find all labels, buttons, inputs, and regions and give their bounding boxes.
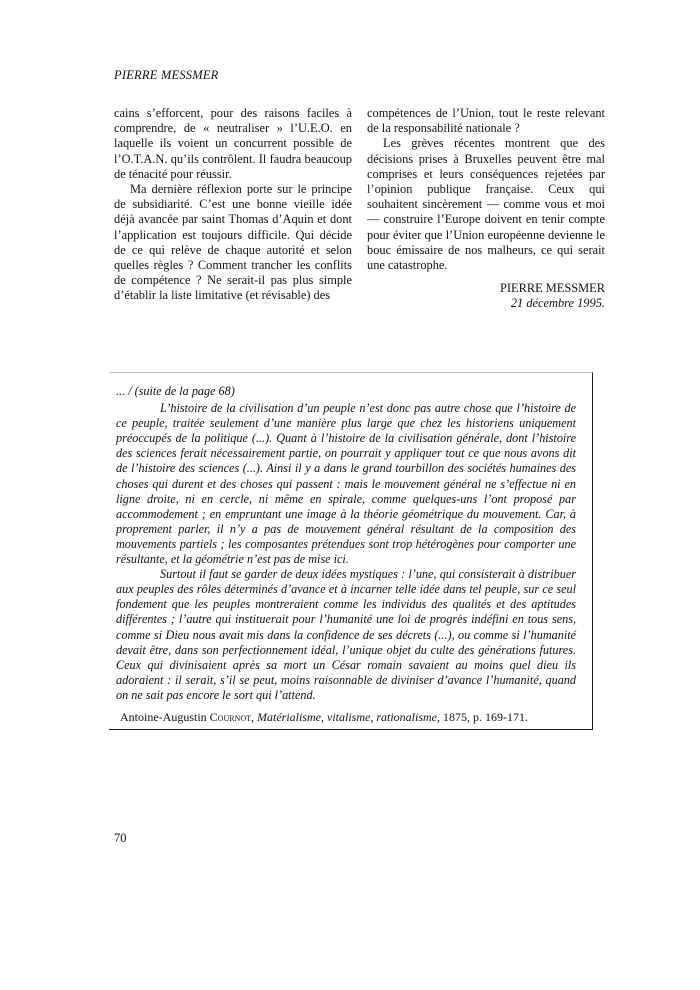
citation-details: , 1875, p. 169-171. [437,709,528,724]
right-paragraph-2: Les grèves récentes montrent que des décisions prises à Bruxelles peuvent être mal comprises et leurs conséquences rejetées par l’opinion publique française. Ceux qui souhaitent sincèrement — comme vous et moi — construire l’Europe doivent en tenir compte pour éviter que l’Union européenne devienne le bouc émissaire de nos malheurs, ce qui serait une catastrophe. [367,136,605,273]
left-column [114,106,352,304]
signature-name: PIERRE MESSMER [500,281,605,296]
signature-date: 21 décembre 1995. [510,296,605,311]
excerpt-content [116,384,576,725]
excerpt-paragraph-2: Surtout il faut se garder de deux idées mystiques : l’une, qui consisterait à distribuer aux peuples des rôles déterminés d’avance et à incarner telle idée dans tel peuple, sur ce seul fondement que les peuples montreraient comme les individus des qualités et des aptitudes différentes ; l’autre qui instituerait pour l’humanité une loi de progrès indéfini en tous sens, comme si Dieu nous avait mis dans la confidence de ses décrets (...), ou comme si l’humanité devait être, dans son perfectionnement idéal, l’unique objet du culte des générations futures. Ceux qui divinisaient après sa mort un César romain savaient au moins quel dieu ils adoraient : il serait, s’il se peut, moins raisonnable de diviniser d’avance l’humanité, quand on ne sait pas encore le sort qui l’attend. [116,567,576,702]
running-head: PIERRE MESSMER [114,68,219,82]
citation-author-last: Cournot [209,709,252,724]
page-number: 70 [114,831,127,845]
citation-author-first: Antoine-Augustin [120,709,207,724]
citation: Antoine-Augustin Cournot, Matérialisme, vitalisme, rationalisme, 1875, p. 169-171. [120,709,528,724]
left-paragraph-2: Ma dernière réflexion porte sur le principe de subsidiarité. C’est une bonne vieille idée déjà avancée par saint Thomas d’Aquin et dont l’application est toujours difficile. Qui décide de ce qui relève de chaque autorité et selon quelles règles ? Comment trancher les conflits de compétence ? Ne serait-il pas plus simple d’établir la liste limitative (et révisable) des [114,182,352,303]
left-paragraph-1: cains s’efforcent, pour des raisons faciles à comprendre, de « neutraliser » l’U.E.O. en laquelle ils voient un concurrent possible de l’O.T.A.N. qu’ils contrôlent. Il faudra beaucoup de ténacité pour réussir. [114,106,352,181]
citation-title: Matérialisme, vitalisme, rationalisme [257,709,437,724]
continued-from-note: ... / (suite de la page 68) [116,384,235,398]
excerpt-paragraph-1: L’histoire de la civilisation d’un peuple n’est donc pas autre chose que l’histoire de ce peuple, traitée seulement d’une manière plus large que chez les historiens uniquement préoccupés de la politique (...). Quant à l’histoire de la civilisation générale, dont l’histoire des sciences ferait nécessairement partie, on pourrait y appliquer tout ce que nous avons dit de l’histoire des sciences (...). Ainsi il y a dans le grand tourbillon des sociétés humaines des choses qui durent et des choses qui passent : mais le mouvement général ne s’effectue ni en ligne droite, ni en cercle, ni même en spirale, comme quelques-uns l’ont proposé par accommodement ; en empruntant une image à la théorie géométrique du mouvement. Car, à proprement parler, il n’y a pas de mouvement général résultant de la composition des mouvements partiels ; les composantes prétendues sont trop hétérogènes pour comporter une résultante, et la géométrie n’est pas de mise ici. [116,401,576,567]
right-column [367,106,605,312]
signature-block [367,281,605,311]
right-paragraph-1: compétences de l’Union, tout le reste relevant de la responsabilité nationale ? [367,106,605,136]
excerpt-box [109,372,593,730]
